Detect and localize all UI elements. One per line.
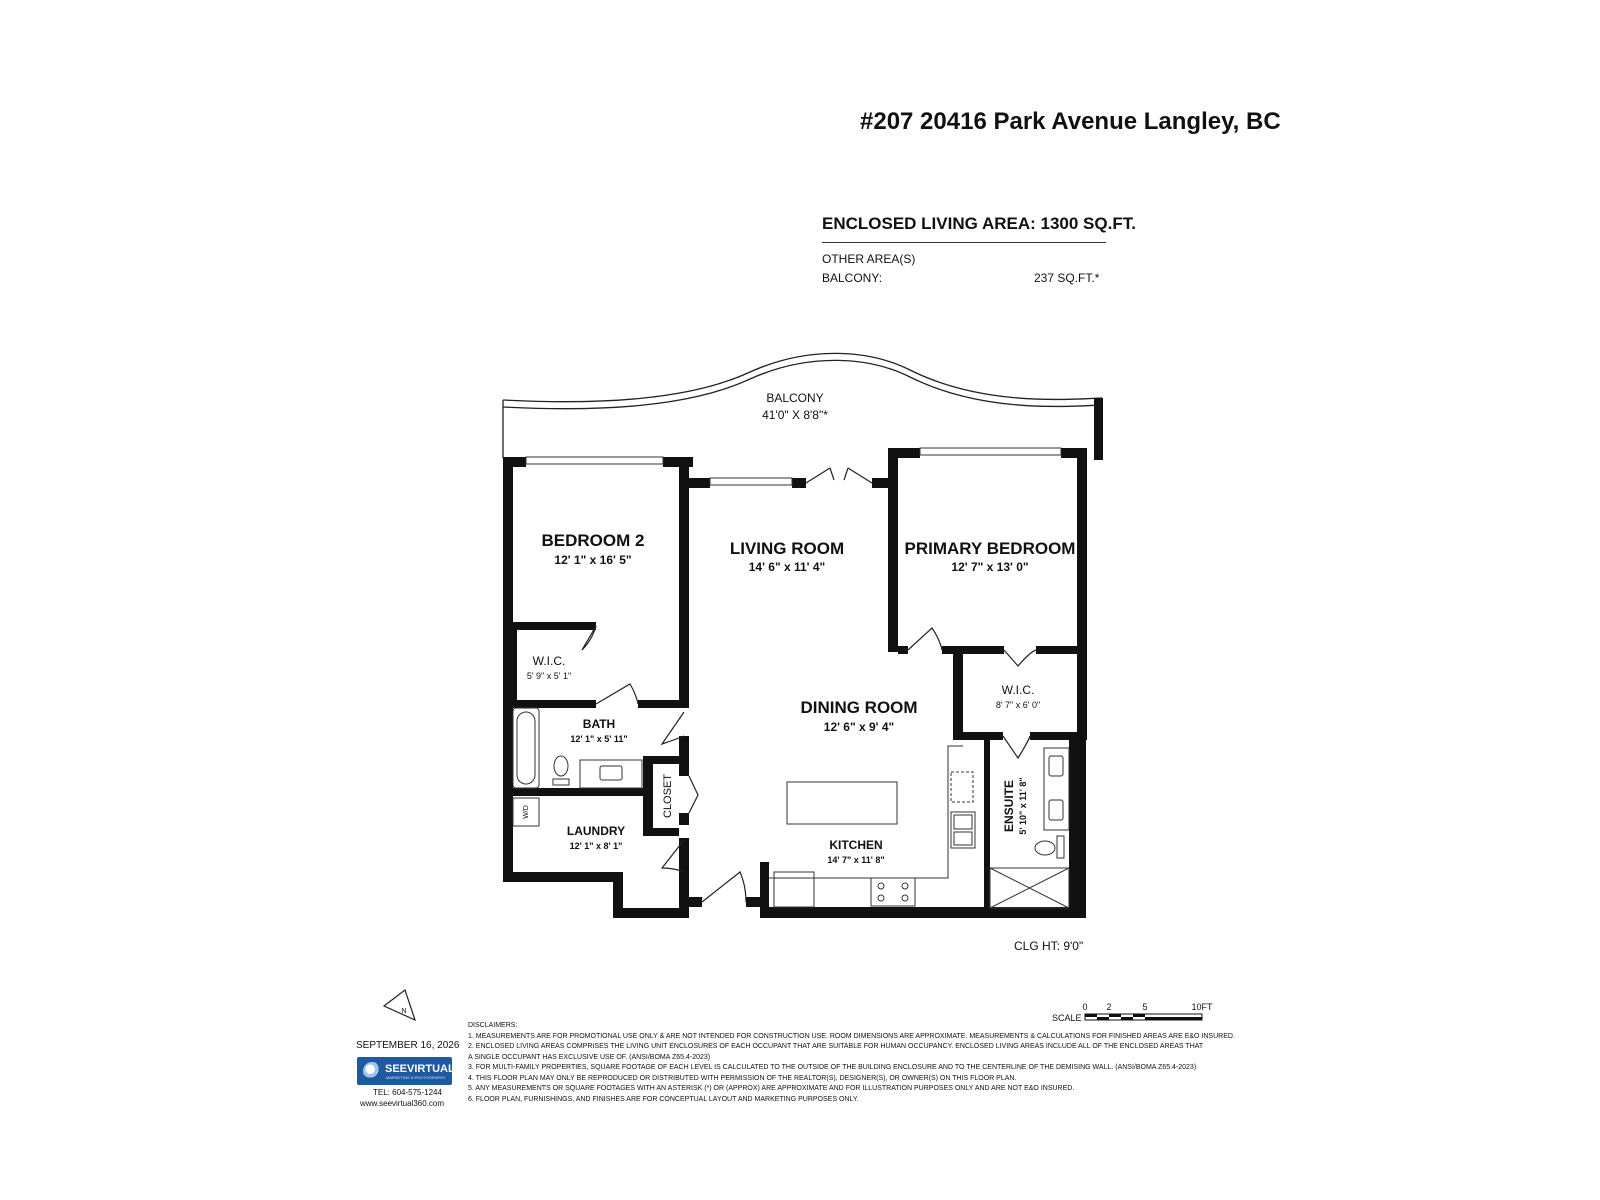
kitchen-dims: 14' 7" x 11' 8" [827, 855, 885, 865]
dining-room-dims: 12' 6" x 9' 4" [823, 720, 895, 734]
disclaimer-line: 3. FOR MULTI-FAMILY PROPERTIES, SQUARE FOOTAGE OF EACH LEVEL IS CALCULATED TO THE OUTSIDE OF THE BUILDING ENCLOSURE AND TO THE CENTERLINE OF THE DEMISING WALL. (ANSI/BOMA Z65.4-2023) [468, 1064, 1197, 1071]
ceiling-height: CLG HT: 9'0" [1014, 939, 1084, 953]
scale-label: SCALE [1052, 1013, 1082, 1023]
enclosed-area-label: ENCLOSED LIVING AREA: 1300 SQ.FT. [822, 214, 1136, 233]
wic2-dims: 8' 7" x 6' 0" [995, 700, 1041, 710]
balcony-end-wall [1094, 398, 1103, 460]
logo-subtext: MARKETING & PHOTOGRAPHY [386, 1075, 446, 1080]
wic1-dims: 5' 9" x 5' 1" [526, 671, 572, 681]
living-room-dims: 14' 6" x 11' 4" [748, 560, 826, 574]
balcony-name: BALCONY [766, 391, 824, 405]
primary-bedroom-name: PRIMARY BEDROOM [904, 539, 1076, 558]
bedroom2-name: BEDROOM 2 [541, 531, 645, 550]
phone-number: TEL: 604-575-1244 [373, 1088, 442, 1097]
logo-swirl-icon [363, 1062, 381, 1080]
disclaimer-line: 4. THIS FLOOR PLAN MAY ONLY BE REPRODUCED OR DISTRIBUTED WITH PERMISSION OF THE REALTOR(S), DESIGNER(S), OR OWNER(S) ON THIS FLOOR PLAN. [468, 1074, 1017, 1082]
closet-name: CLOSET [662, 773, 674, 819]
disclaimers-title: DISCLAIMERS: [468, 1022, 518, 1029]
balcony-area-label: BALCONY: [822, 271, 883, 285]
page-title: #207 20416 Park Avenue Langley, BC [860, 108, 1281, 135]
kitchen-name: KITCHEN [829, 838, 883, 852]
other-areas-label: OTHER AREA(S) [822, 252, 916, 266]
disclaimer-line: 6. FLOOR PLAN, FURNISHINGS, AND FINISHES ARE FOR CONCEPTUAL LAYOUT AND MARKETING PURPOSES ONLY. [468, 1095, 859, 1103]
balcony-area-value: 237 SQ.FT.* [1034, 271, 1100, 285]
scale-tick-5: 5 [1142, 1002, 1148, 1012]
scale-bar [1052, 1002, 1213, 1023]
bedroom2-dims: 12' 1" x 16' 5" [554, 553, 632, 567]
bath-name: BATH [582, 717, 616, 731]
living-room-name: LIVING ROOM [729, 539, 845, 558]
scale-tick-0: 0 [1082, 1002, 1088, 1012]
laundry-name: LAUNDRY [566, 824, 626, 838]
ensuite-name: ENSUITE [1002, 779, 1016, 833]
disclaimers [468, 1021, 1248, 1105]
svg-text:N: N [401, 1008, 407, 1015]
wic1-name: W.I.C. [532, 654, 566, 668]
disclaimer-line: 2. ENCLOSED LIVING AREAS COMPRISES THE LIVING UNIT ENCLOSURES OF EACH OCCUPANT THAT ARE SUITABLE FOR HUMAN OCCUPANCY. ENCLOSED LIVING AREAS INCLUDE ALL OF THE ENCLOSED AREAS THAT [468, 1043, 1204, 1050]
doors [582, 468, 1036, 902]
disclaimer-line: 1. MEASUREMENTS ARE FOR PROMOTIONAL USE ONLY & ARE NOT INTENDED FOR CONSTRUCTION USE. ROOM DIMENSIONS ARE APPROXIMATE. MEASUREMENTS & CALCULATIONS FOR FINISHED AREAS ARE E&O INSURED. [468, 1032, 1235, 1040]
scale-tick-10: 10FT [1191, 1002, 1213, 1012]
balcony-dims: 41'0" X 8'8"* [762, 408, 828, 422]
plan-date: SEPTEMBER 16, 2026 [356, 1040, 460, 1051]
bath-dims: 12' 1" x 5' 11" [570, 734, 628, 744]
laundry-dims: 12' 1" x 8' 1" [569, 841, 623, 851]
website-link[interactable]: www.seevirtual360.com [360, 1099, 445, 1108]
scale-tick-2: 2 [1106, 1002, 1112, 1012]
ensuite-dims: 5' 10" x 11' 8" [1018, 777, 1028, 835]
washer-dryer-label: W/D [523, 805, 530, 819]
disclaimer-line: A SINGLE OCCUPANT HAS EXCLUSIVE USE OF. (ANSI/BOMA Z65.4-2023) [468, 1053, 711, 1061]
dining-room-name: DINING ROOM [800, 698, 918, 717]
disclaimer-line: 5. ANY MEASUREMENTS OR SQUARE FOOTAGES WITH AN ASTERISK (*) OR (APPROX) ARE APPROXIMATE AND FOR ILLUSTRATION PURPOSES ONLY AND ARE NOT E&O INSURED. [468, 1085, 1075, 1092]
wic2-name: W.I.C. [1001, 683, 1035, 697]
seevirtual-logo [357, 1057, 455, 1085]
balcony-outline [503, 353, 1102, 458]
north-arrow-icon [384, 990, 415, 1020]
primary-bedroom-dims: 12' 7" x 13' 0" [951, 560, 1029, 574]
logo-text: SEEVIRTUAL [385, 1063, 455, 1075]
